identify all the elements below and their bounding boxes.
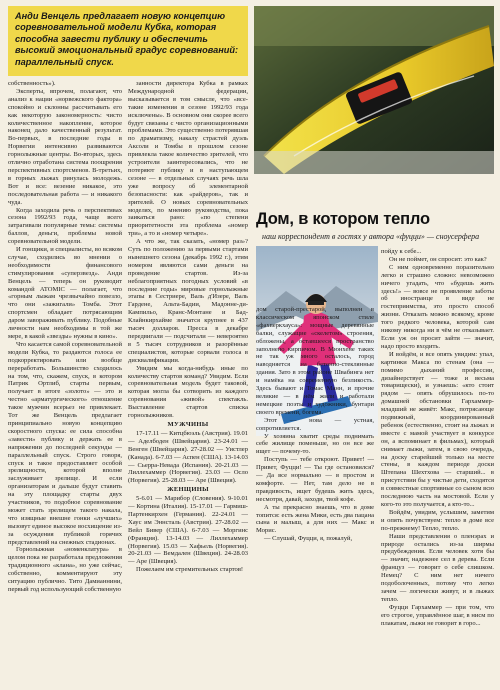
col4-paragraph: И войдём, и все опять увидим: упал, картинки Макса по стенам (она — помимо дыханий профессии, дизайнерствует — тоже и весьма товарищески), и узнаешь: «кто стоит рядом — опять обрушилось по-то домашней обстановки Гархаммер-младший не живёт: Макс, потрясающе подвижный, координированный ребенок (естественно, стоит на лыжах и вместе с мамой участвует в конкурсе он, а вспоминает в фильмах), который снимает лыжи, затем, в свою очередь, на доску старейший только на месте стены, в каждом периоде доски Штепана Шехтхова — старший... в присутствии бы у чистые дети, сходятся в совместные спортивные со сыном всю последнюю часть на мостовой. Если у кого-то это получается, а кто-то... <box>381 350 494 508</box>
article-headline: Дом, в котором тепло <box>256 210 430 228</box>
col4-paragraph: пойду к себе... <box>381 248 422 255</box>
col2-paragraph: Увидим мы когда-нибудь иные по количеству стартов команд? Увидим. Если соревновательная модель будет таковой, которая могла бы сотворить из каждого соревнования «живой» спектакль. Выставление стартов списка горнолыжников. <box>128 364 248 420</box>
col2-paragraph: занности директора Кубка в рамках Международной федерации, высказывается в том смысле, что «все-такие изменения в сезоне 1992/93 года исключены». В основном они скорее всего будут связаны с чисто организационными проблемами. Это существенно потерявшая по драматизму, накалу страстей дуэль Аксоли и Томбы в прошлом сезоне привлекла такое количество зрителей, что устроители заинтересовались, что не потеряют публику и в наступающем сезоне — в отдельных случаях речь шла уже вопросу об элементарной безопасности: как «райдеров», так и зрителей. О новых соревновательных моделях, по мнению руководства, пока заикаться рано: «по степени приоритетности эта проблема «номер три», а то и «номер четыре». <box>128 80 248 238</box>
col1-paragraph: И гонщики, и специалисты, во всяком случае, сходились во мнении о необходимости финансового стимулирования «суперзвезд». Анди Венцель — теперь он руководит командой ATOMIC — полагает, что «горным лыжам чрезвычайно повезло, что они «зажигали» Томба. Этот спортсмен обладает потрясающим даром завораживать публику. Подобные личности нам необходимы в той же мере, в какой «звезды» нужны в кино». <box>8 246 122 340</box>
col3-paragraph: Поступь — тебе откроют. Привет! — Привет, Фуцци! — Ты где остановился? — Да все нормально — в простом и комфорте. — Нет, там дело не в правдивость, ищет будешь жить здесь, несмотря, давай, заходи, твой кофе. <box>256 456 374 503</box>
col1-paragraph: Эксперты, впрочем, полагают, что анализ к нации «норвежского фактора» спокойно и склонны рассчитывать его как некоторую закономерность: чисто количественное накопление, которое наконец дало качественный результат. Во-первых, в последние годы в Норвегии интенсивно развиваются горнолыжные центры. Во-вторых, здесь отлично отработана система поощрения перспективных спортсменов. В-третьих, в горных лыжах ринулась молодежь. Вот и все: везение никакое, это последовательная работа — и никакого чуда. <box>8 87 122 206</box>
text-column-1 <box>8 80 122 684</box>
text-column-3 <box>256 306 374 684</box>
col4-paragraph: Войдём, увидим, услышим, заметим и опять почувствуем: тепло в доме все по-прежнему! Тепло, тепло. <box>381 508 494 532</box>
col4-paragraph: Он не поймет, он спросит: это как? <box>389 255 487 263</box>
col1-paragraph: Что касается самой соревновательной модели Кубка, то раздаются голоса ее подкорректировать или вообще переработать. Большинство сходилось на том, что, скажем, спуск, в котором Патрик Ортлиб, старты первым, получает в итоге «золото» — это и честно «арматургического» отношение такое мужчин всерьез не привлекает. Тот же Венцель предлагает принципиально новую концепцию скоростного спуска: ее сила способна «завести» публику и держать ее в напряжении до последней секунды — параллельный спуск. Строго говоря, спуск и такое предоставляет особой зрелищности, которой вполне заслуживает зрелище. И если организаторам и дальше будут ставить на эту площадку старты двух участников, то подобное соревнование может стать зрелищем такого накала, что изящные внешне гонки «лучших» вызовут единое высокое восхищение из-за осуждения публикой горячих представлений на снежных стадионах. <box>8 340 122 546</box>
text-column-4 <box>381 248 494 684</box>
snowboard-photo <box>254 6 494 174</box>
col3-paragraph: А ты прекрасно знаешь, что в доме топится: есть жена Мики, есть два пацана сына и малыш, а для них — Макс и Морис. <box>256 503 374 535</box>
col3-paragraph: Этот — нова — устная, сопротивляется. <box>256 416 374 432</box>
col1-paragraph: Когда заходила речь о перспективах сезона 1992/93 года, чаще всего затрагивали популярные темы: системы баллов, деньги, проблемы новой соревновательной модели. <box>8 206 122 246</box>
col2-paragraph: Пожелаем им стремительных стартов! <box>136 566 244 574</box>
schedule-section-heading: МУЖЧИНЫ <box>167 420 209 428</box>
col2-paragraph: 17-17.11 — Китцбюэль (Австрия). 19.01 — Аделбоден (Швейцария). 23-24.01 — Венген (Швейцария). 27-28.02 — Уистлер (Канада). 6-7.03 — Аспен (США). 13-14.03 — Сьерра-Невада (Испания). 20-21.03 — Лиллехаммер (Норвегия). 23.03 — Осло (Норвегия). 25-28.03 — Аре (Швеция). <box>128 429 248 485</box>
text-column-2 <box>128 80 248 684</box>
col2-paragraph: А что же, так сказать, «номер раз»? Суть по положению за первыми стартами нынешнего сезона (декабрь 1992 г.), этим номером являются сами деньги на проведение стартов. Из-за неблагоприятных погодных условий «в последние годы» мировые горнолыжные этапы в Сестриере, Валь д'Изере, Валь Гардене, Альта-Бадии, Мадонне-ди-Кампильо, Кранс-Монтане и Бад-Клайнкирхайме значатся крупнее в 437 тысяч долларов. Пресса в декабре передвигали — подсчитали — невероятно в 5 тысяч сотрудников и разорённые специалистов, которые сорвали голоса в дисквалификации. <box>128 238 248 364</box>
col4-paragraph: С ним одновременно поразительно легко и страшно сложно: невозможно ничего угадать, что «будешь жить здесь!» — вовсе не проявление заботы об иностранце в виде не гостеприимства, это просто способ жизни. Отказать можно всякому, кроме того редкого человека, которой сам никому никогда ни в чём не отказывает. Если уж он просит зайти — значит, надо просто входить. <box>381 263 494 350</box>
col4-paragraph: Фуцци Гархаммер — при том, что его строгое, управлённое шаг, в нисм по плакатам, лыжи не говорит в горо... <box>381 603 494 627</box>
col3-paragraph: дом старой-престарой, выполнен в классическом японском стиле «фахверкхауса»: мощные деревянные балки, служащие «скелетом» строения, обложены, а оставшееся пространство заполнено кирпичом. В Мюнхене таких не так уж много осталось, город наводняется на бетонно-стеклянные здания. Зато в этом районе Швабинга нет и намёка на современную безликость. Здесь бывают и Томас Манн, и прочие великие — в нём жили и работали немецкие поэты и художники, бунтари своего времени, богема. <box>256 306 374 416</box>
schedule-section-heading: ЖЕНЩИНЫ <box>167 486 209 494</box>
col3-paragraph: — Слушай, Фуцци, я, пожалуй, <box>264 535 353 543</box>
article-subheadline: наш корреспондент в гостях у автора «фуцци» — сноусерфера <box>262 232 480 241</box>
lead-banner: Анди Венцель предлагает новую концепцию соревновательной модели Кубка, которая способна завести публику и обеспечить высокий эмоциональный градус соревнований: параллельный спуск. <box>8 6 248 76</box>
col1-paragraph: собственность»). <box>8 80 56 87</box>
col1-paragraph: Горнолыжная «номенклатура» в целом пока не разработала предложения традиционного «клана», но уже сейчас, собственно, комментируют эту ситуацию публично. Тито Дамианнини, первый год использующий собственную <box>8 546 122 593</box>
snowboard-photo-graphic <box>254 6 494 174</box>
col4-paragraph: Наши представления о пленэрах и природе остались из-за ширмы предубеждения. Если человек хотя бы — значит, надежнее сел в дерева. Если француз — говорит о себе слишком. Немец? С ним нет ничего подоболоченных, потому что легко зачем — логически живут, и в лыжах тепло. <box>381 532 494 603</box>
col2-paragraph: 5-6.01 — Марибор (Словения). 9-10.01 — Кортина (Италия). 15-17.01 — Гармиш-Партенкирхен (Германия). 22-24.01 — Хаус им Эннсталь (Австрия). 27-28.02 — Вейл Бивер (США). 6-7.03 — Моргинс (Франция). 13-14.03 — Лиллехаммер (Норвегия). 15.03 — Хафьель (Норвегия). 20-21.03 — Вемдален (Швеция). 24-28.03 — Аре (Швеция). <box>128 495 248 566</box>
col3-paragraph: У хозяина хватит среды поднимать себе жилище поменьше, но он все же ищет — почему-то. <box>256 432 374 456</box>
